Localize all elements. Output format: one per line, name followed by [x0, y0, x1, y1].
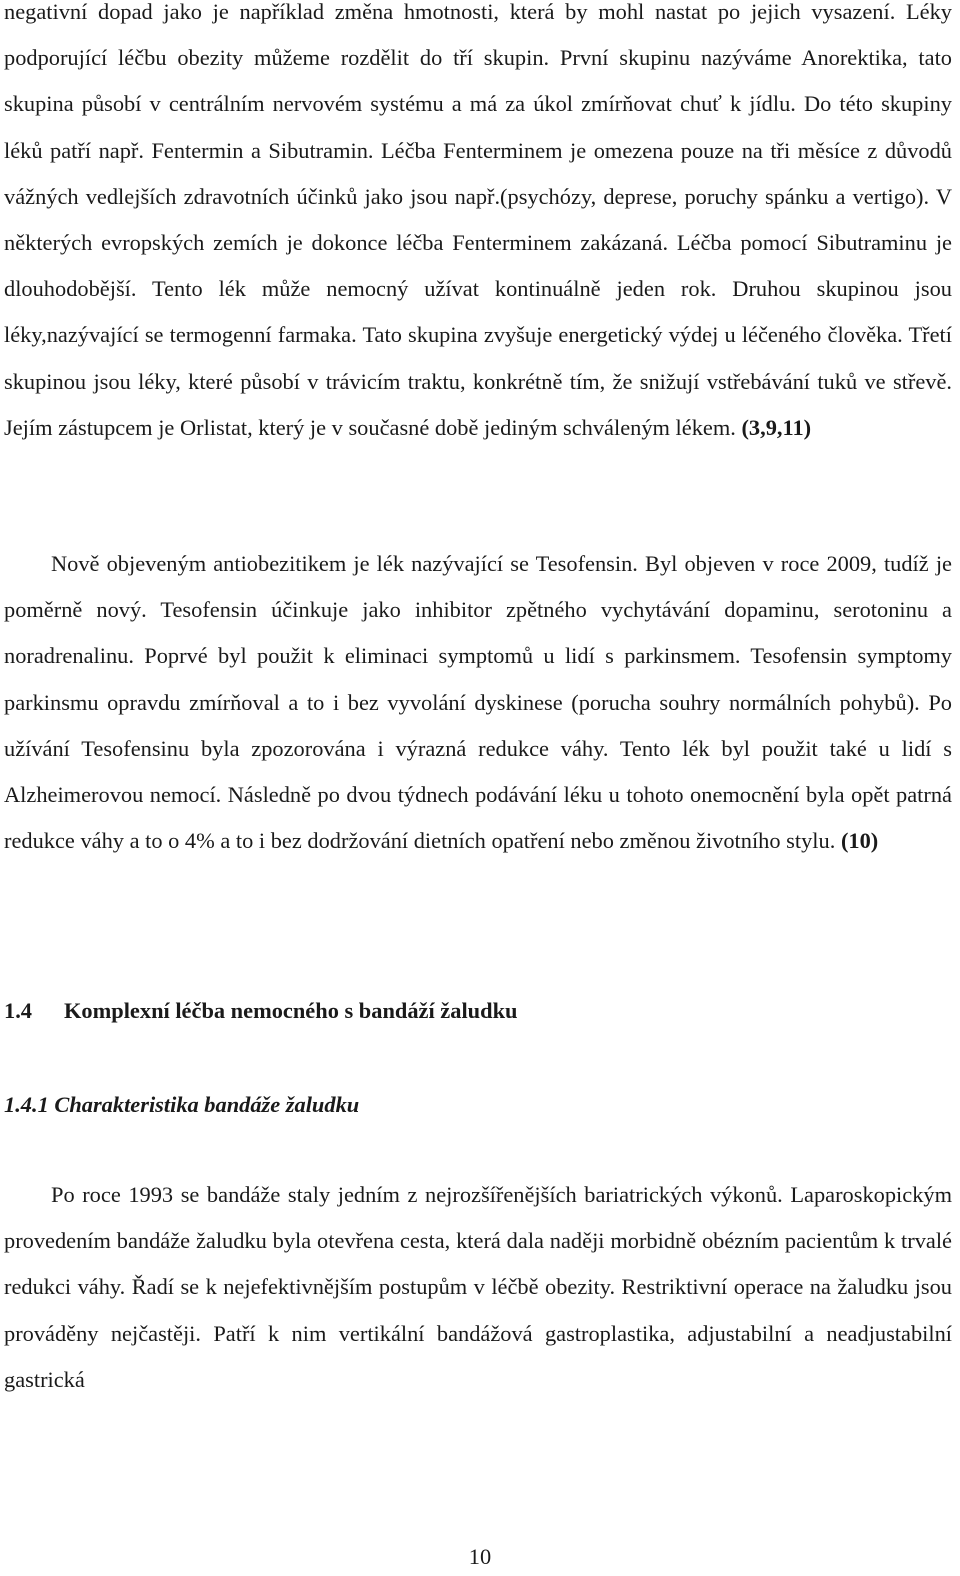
paragraph-text: Nově objeveným antiobezitikem je lék nazývající se Tesofensin. Byl objeven v roce 2009, tudíž je poměrně nový. Tesofensin účinkuje jako inhibitor zpětného vychytávání dopaminu, serotoninu a noradrenalinu. Poprvé byl použit k eliminaci symptomů u lidí s parkinsmem. Tesofensin symptomy parkinsmu opravdu zmírňoval a to i bez vyvolání dyskinese (porucha souhry normálních pohybů). Po užívání Tesofensinu byla zpozorována i výrazná redukce váhy. Tento lék byl použit také u lidí s Alzheimerovou nemocí. Následně po dvou týdnech podávání léku u tohoto onemocnění byla opět patrná redukce váhy a to o 4% a to i bez dodržování dietních opatření nebo změnou životního stylu. [4, 551, 952, 854]
citation-reference: (3,9,11) [741, 414, 812, 440]
paragraph-text: negativní dopad jako je například změna hmotnosti, která by mohl nastat po jejich vysazení. Léky podporující léčbu obezity můžeme rozdělit do tří skupin. První skupinu nazýváme Anorektika, tato skupina působí v centrálním nervovém systému a má za úkol zmírňovat chuť k jídlu. Do této skupiny léků patří např. Fentermin a Sibutramin. Léčba Fenterminem je omezena pouze na tři měsíce z důvodů vážných vedlejších zdravotních účinků jako jsou např.(psychózy, deprese, poruchy spánku a vertigo). V některých evropských zemích je dokonce léčba Fenterminem zakázaná. Léčba pomocí Sibutraminu je dlouhodobější. Tento lék může nemocný užívat kontinuálně jeden rok. Druhou skupinou jsou léky,nazývající se termogenní farmaka. Tato skupina zvyšuje energetický výdej u léčeného člověka. Třetí skupinou jsou léky, které působí v trávicím traktu, konkrétně tím, že snižují vstřebávání tuků ve střevě. Jejím zástupcem je Orlistat, který je v současné době jediným schváleným lékem. [4, 0, 952, 440]
section-title: Komplexní léčba nemocného s bandáží žaludku [64, 998, 518, 1023]
paragraph-gastric-banding [4, 1172, 952, 1403]
section-heading [4, 993, 517, 1029]
section-number: 1.4 [4, 998, 32, 1023]
paragraph-antiobesity-drugs [4, 0, 952, 451]
paragraph-tesofensin [4, 541, 952, 864]
subsection-heading: 1.4.1 Charakteristika bandáže žaludku [4, 1092, 360, 1117]
citation-reference: (10) [840, 828, 879, 854]
paragraph-text: Po roce 1993 se bandáže staly jedním z nejrozšířenějších bariatrických výkonů. Laparoskopickým provedením bandáže žaludku byla otevřena cesta, která dala naději morbidně obézním pacientům k trvalé redukci váhy. Řadí se k nejefektivnějším postupům v léčbě obezity. Restriktivní operace na žaludku jsou prováděny nejčastěji. Patří k nim vertikální bandážová gastroplastika, adjustabilní a neadjustabilní gastrická [4, 1182, 952, 1392]
page-number: 10 [468, 1544, 492, 1569]
